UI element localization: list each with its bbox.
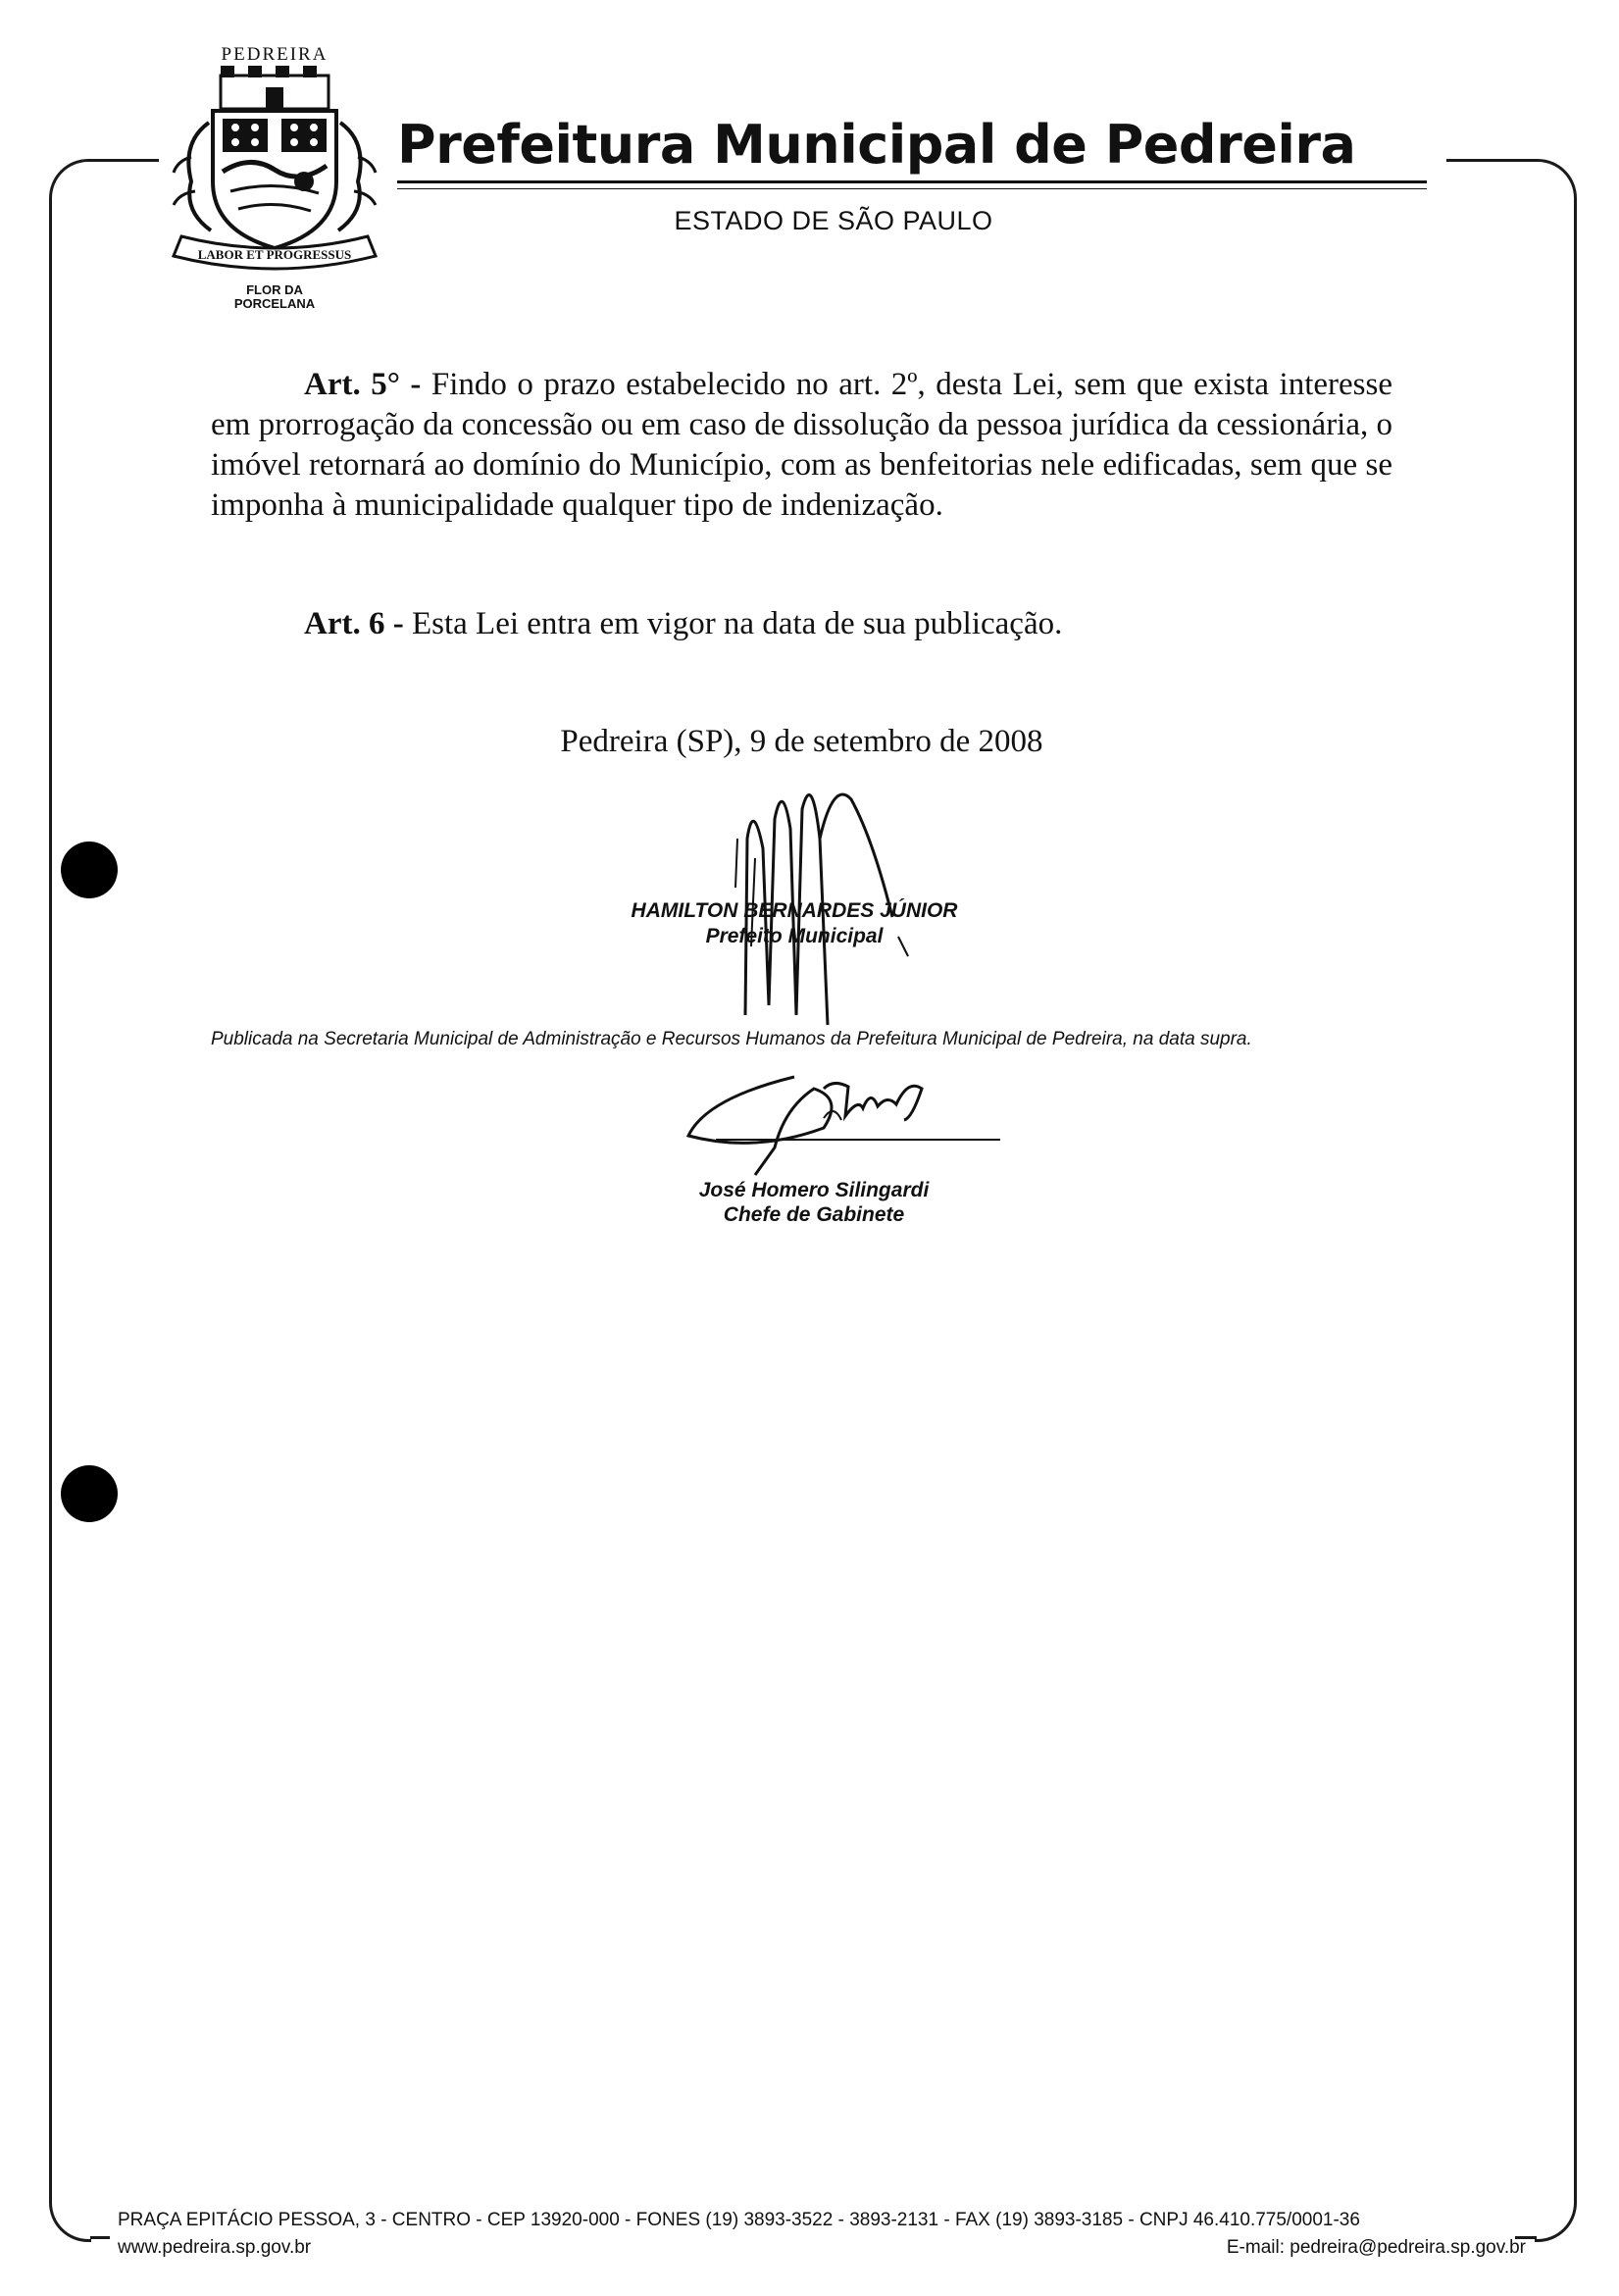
footer-website[interactable]: www.pedreira.sp.gov.br [118,2237,312,2258]
publication-note: Publicada na Secretaria Municipal de Administração e Recursos Humanos da Prefeitura Municipal de Pedreira, na data supra. [211,1029,1252,1049]
footer-address: PRAÇA EPITÁCIO PESSOA, 3 - CENTRO - CEP 13920-000 - FONES (19) 3893-3522 - 3893-2131 - FAX (19) 3893-3185 - CNPJ 46.410.775/0001-36 [118,2210,1360,2230]
punch-hole-lower [61,1465,118,1522]
footer-contacts [118,2234,1526,2262]
crest-top-text: PEDREIRA [221,44,329,65]
municipal-crest [162,44,387,309]
article-6-label: Art. 6 - [304,606,404,641]
crest-bottom-text-2: PORCELANA [233,296,316,311]
crest-motto: LABOR ET PROGRESSUS [197,247,352,262]
frame-top-right-rule [1446,159,1537,162]
frame-top-left-rule [90,159,159,162]
date-line: Pedreira (SP), 9 de setembro de 2008 [560,724,1043,759]
page-footer [118,2207,1526,2262]
signatory-1-name: HAMILTON BERNARDES JÚNIOR [631,899,958,922]
signatory-1 [549,898,1039,949]
article-6 [211,604,1392,644]
page-frame-right [1535,159,1577,2242]
crest-bottom-text-1: FLOR DA [246,282,303,297]
footer-email[interactable]: E-mail: pedreira@pedreira.sp.gov.br [1226,2237,1526,2258]
signatory-2 [588,1178,1039,1227]
article-6-text: Esta Lei entra em vigor na data de sua publicação. [411,606,1063,641]
punch-hole-upper [61,842,118,898]
page-subtitle: ESTADO DE SÃO PAULO [674,206,993,235]
frame-bottom-left-rule [90,2236,110,2239]
signatory-2-name: José Homero Silingardi [698,1179,930,1201]
signatory-1-role: Prefeito Municipal [705,925,884,947]
title-underline-thin [397,188,1427,189]
crest-shield-icon [162,64,387,289]
signatory-2-role: Chefe de Gabinete [723,1203,905,1226]
page-frame-left [49,159,91,2242]
title-underline [397,180,1427,183]
page-title: Prefeitura Municipal de Pedreira [397,114,1356,176]
chief-of-staff-signature [677,1059,1020,1177]
article-5-label: Art. 5° - [304,367,422,402]
article-5 [211,365,1392,526]
article-5-text: Findo o prazo estabelecido no art. 2º, desta Lei, sem que exista interesse em prorrogação da concessão ou em caso de dissolução da pessoa jurídica da cessionária, o imóvel retornará ao domínio do Município, com as benfeitorias nele edificadas, sem que se imponha à municipalidade qualquer tipo de indenização. [211,367,1393,523]
